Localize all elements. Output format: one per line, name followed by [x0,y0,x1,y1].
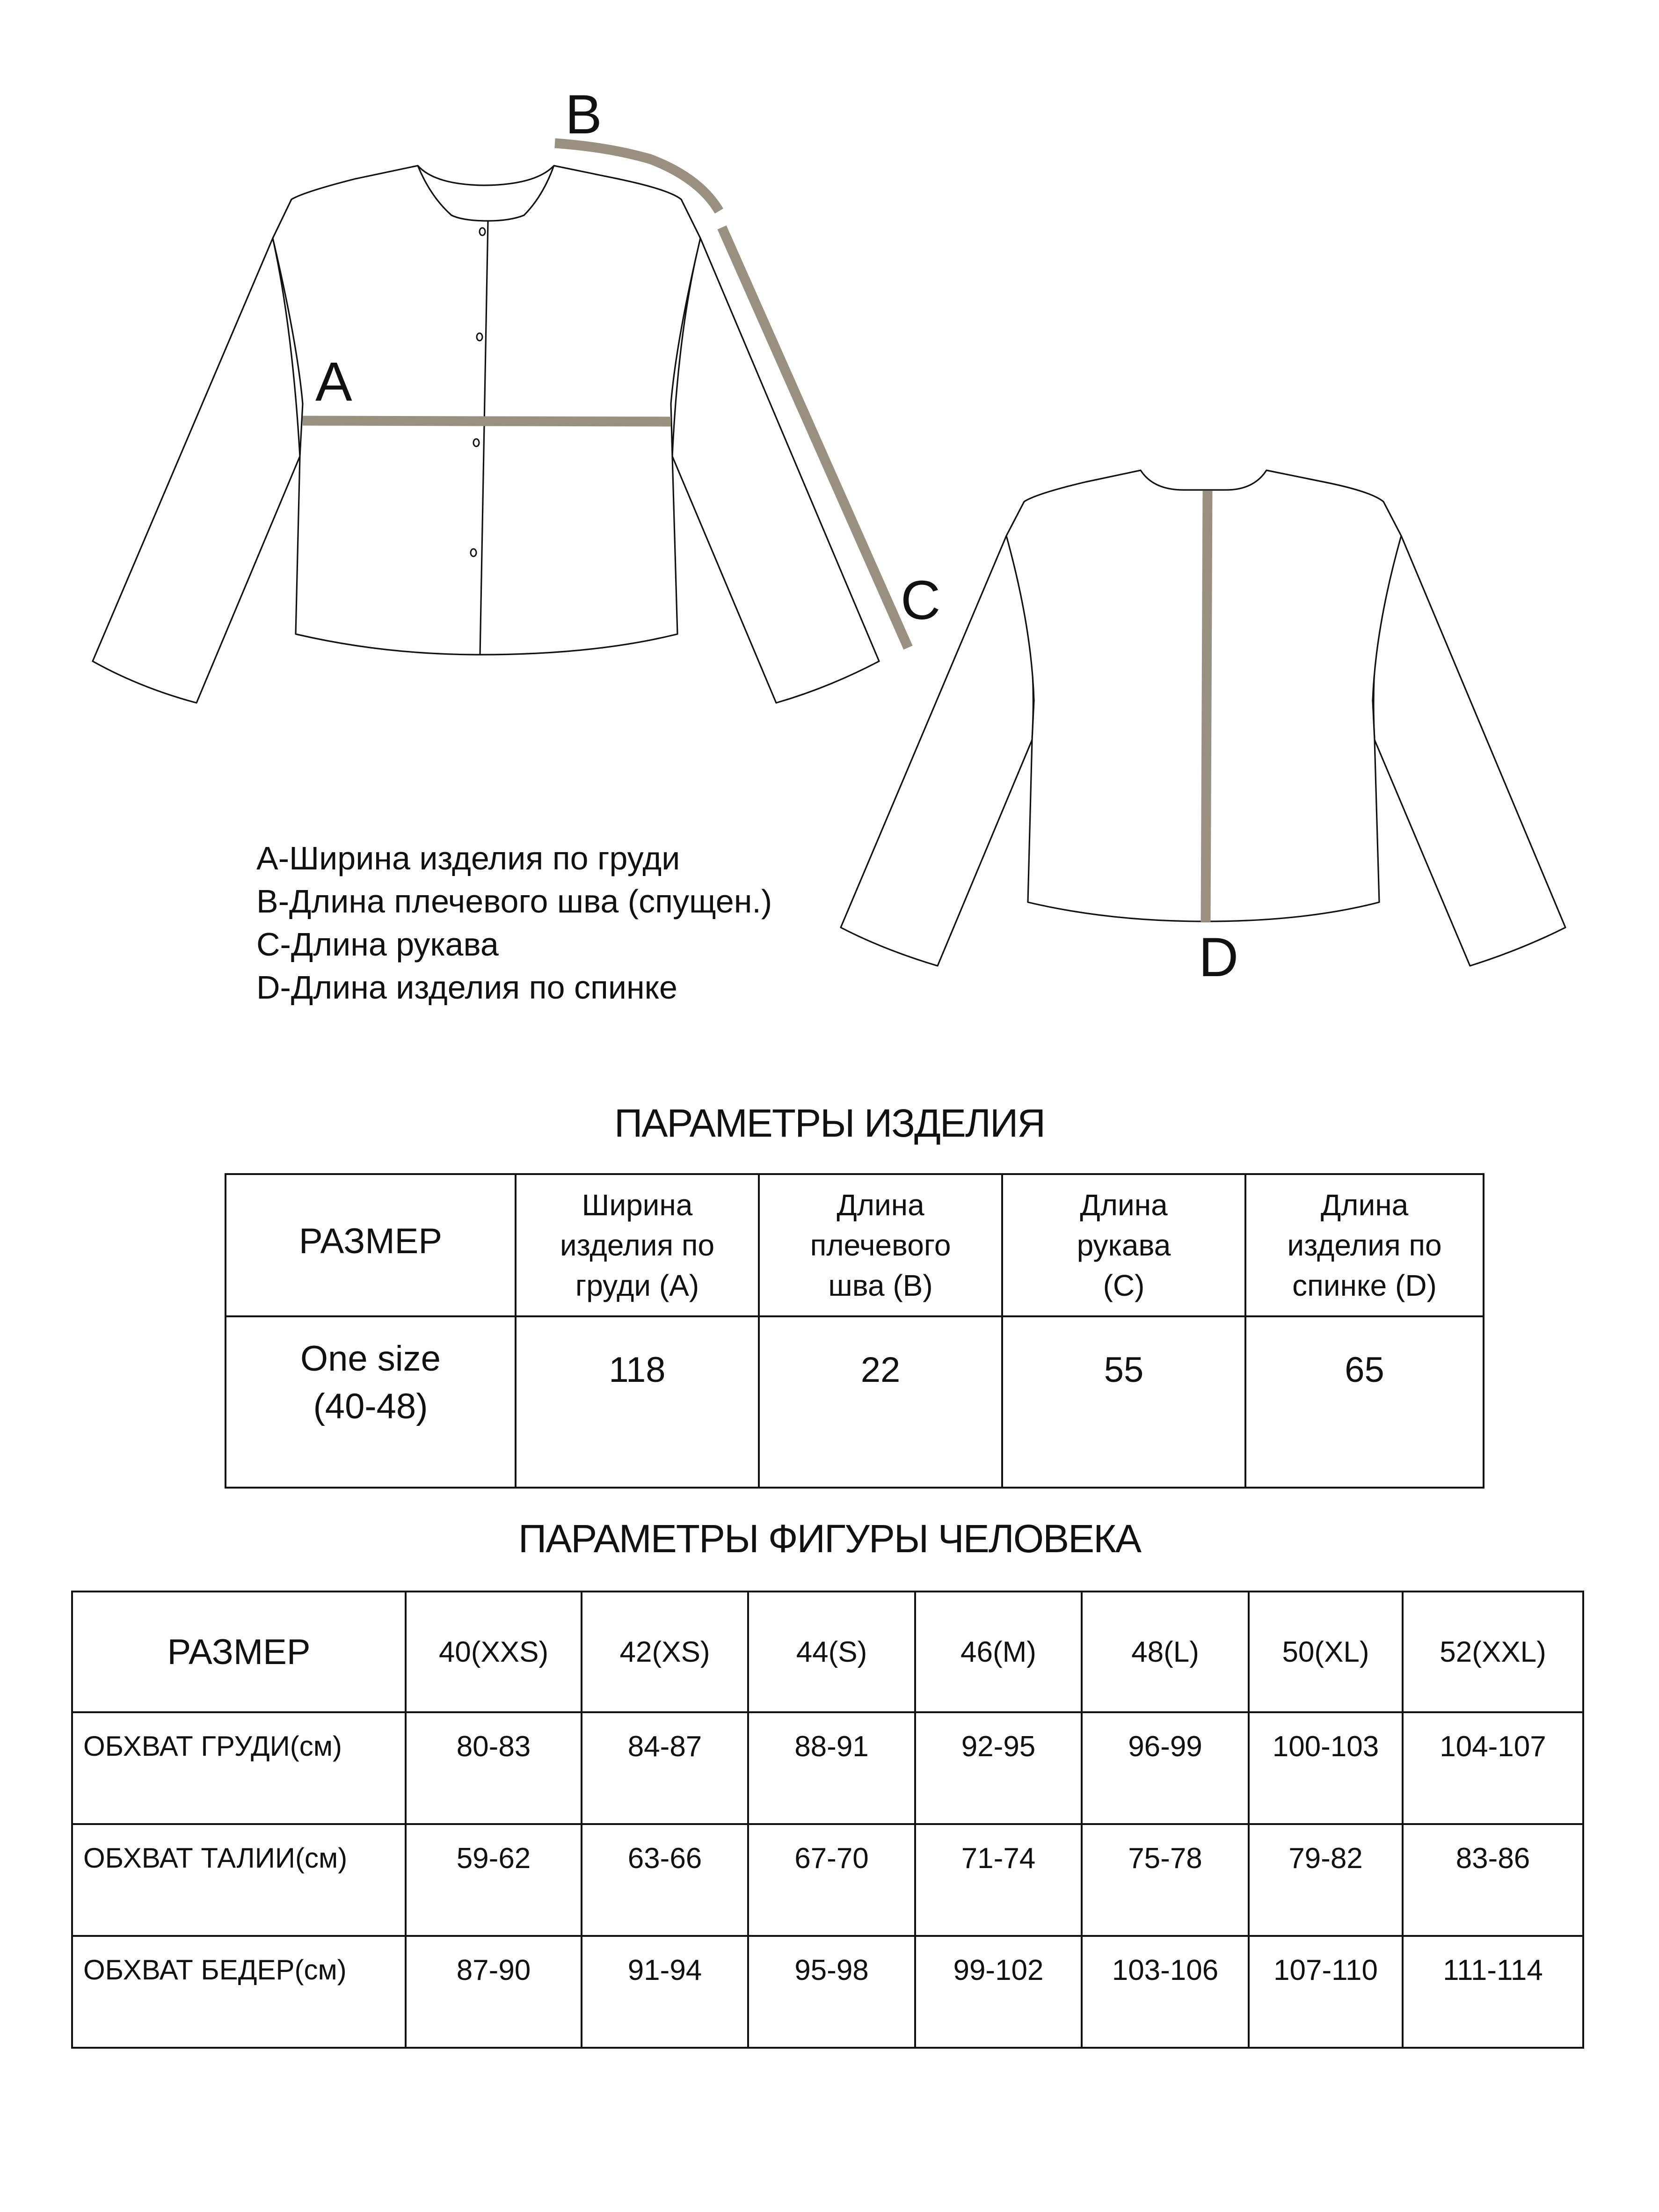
size-column-header: 42(XS) [582,1591,748,1712]
measure-label-b: B [565,84,602,146]
back-view [841,470,1565,988]
table-row [72,1824,1583,1936]
measurement-cell: 75-78 [1082,1824,1249,1936]
header-line: рукава [1077,1228,1171,1262]
sleeve-length-value: 55 [1002,1316,1245,1488]
size-column-header: 48(L) [1082,1591,1249,1712]
header-line: изделия по [560,1228,715,1262]
size-column-header: 44(S) [748,1591,915,1712]
measurement-cell: 79-82 [1249,1824,1403,1936]
header-line: Длина [837,1188,924,1222]
column-header-sleeve-length [1002,1174,1245,1316]
measure-line-d [1206,491,1208,922]
measurement-cell: 71-74 [915,1824,1082,1936]
header-line: Ширина [582,1188,693,1222]
button-icon [477,333,482,341]
legend-item-c: C-Длина рукава [256,926,499,963]
size-value-line: One size [300,1339,441,1379]
front-neckline [418,166,554,185]
size-header: РАЗМЕР [298,1221,443,1261]
measurement-cell: 67-70 [748,1824,915,1936]
measurement-cell: 87-90 [406,1936,582,2048]
column-header-shoulder-length [759,1174,1002,1316]
header-line: спинке (D) [1292,1269,1437,1302]
size-column-header: 40(XXS) [406,1591,582,1712]
back-length-value: 65 [1245,1316,1484,1488]
measurement-cell: 80-83 [406,1712,582,1824]
product-table-title: ПАРАМЕТРЫ ИЗДЕЛИЯ [614,1101,1045,1145]
column-header-chest-width [516,1174,759,1316]
header-line: Длина [1320,1188,1409,1222]
size-column-header: 50(XL) [1249,1591,1403,1712]
legend-item-d: D-Длина изделия по спинке [256,969,677,1006]
measure-line-a [303,421,671,422]
measurement-cell: 84-87 [582,1712,748,1824]
measurement-legend [256,837,772,1009]
table-row [72,1936,1583,2048]
size-header-cell [226,1174,516,1316]
header-line: (C) [1103,1269,1145,1302]
header-line: плечевого [810,1228,951,1262]
measurement-cell: 107-110 [1249,1936,1403,2048]
row-label: ОБХВАТ БЕДЕР(см) [72,1936,406,2048]
header-line: груди (A) [575,1269,699,1302]
size-column-header: 52(XXL) [1403,1591,1583,1712]
measurement-cell: 88-91 [748,1712,915,1824]
size-value-cell [226,1316,516,1488]
measure-label-a: A [315,351,352,413]
header-line: Длина [1080,1188,1168,1222]
product-parameters-table [225,1173,1484,1489]
measurement-cell: 63-66 [582,1824,748,1936]
button-icon [471,549,476,556]
table-header-row [226,1174,1484,1316]
body-measurements-table [71,1591,1584,2049]
measurement-cell: 100-103 [1249,1712,1403,1824]
back-right-sleeve [1374,536,1565,966]
column-header-back-length [1245,1174,1484,1316]
measurement-cell: 95-98 [748,1936,915,2048]
front-view [93,84,940,703]
table-header-row [72,1591,1583,1712]
jacket-technical-drawing [0,0,1659,1029]
measurement-cell: 91-94 [582,1936,748,2048]
legend-item-b: B-Длина плечевого шва (спущен.) [256,883,772,920]
front-right-sleeve [672,238,879,703]
measure-label-c: C [901,569,941,631]
button-icon [473,439,479,446]
shoulder-length-value: 22 [759,1316,1002,1488]
button-icon [480,228,485,235]
measurement-cell: 59-62 [406,1824,582,1936]
measurement-cell: 104-107 [1403,1712,1583,1824]
body-table-title: ПАРАМЕТРЫ ФИГУРЫ ЧЕЛОВЕКА [518,1517,1141,1561]
size-header-cell: РАЗМЕР [72,1591,406,1712]
legend-item-a: A-Ширина изделия по груди [256,840,680,876]
front-left-sleeve [93,238,300,703]
row-label: ОБХВАТ ТАЛИИ(см) [72,1824,406,1936]
size-column-header: 46(M) [915,1591,1082,1712]
measurement-cell: 111-114 [1403,1936,1583,2048]
measurement-cell: 83-86 [1403,1824,1583,1936]
chest-width-value: 118 [516,1316,759,1488]
size-value-line: (40-48) [313,1387,428,1426]
measurement-cell: 103-106 [1082,1936,1249,2048]
measurement-cell: 92-95 [915,1712,1082,1824]
measurement-cell: 99-102 [915,1936,1082,2048]
row-label: ОБХВАТ ГРУДИ(см) [72,1712,406,1824]
header-line: изделия по [1287,1228,1442,1262]
table-row [72,1712,1583,1824]
table-row [226,1316,1484,1488]
measure-label-d: D [1199,927,1239,988]
measurement-cell: 96-99 [1082,1712,1249,1824]
header-line: шва (B) [828,1269,933,1302]
